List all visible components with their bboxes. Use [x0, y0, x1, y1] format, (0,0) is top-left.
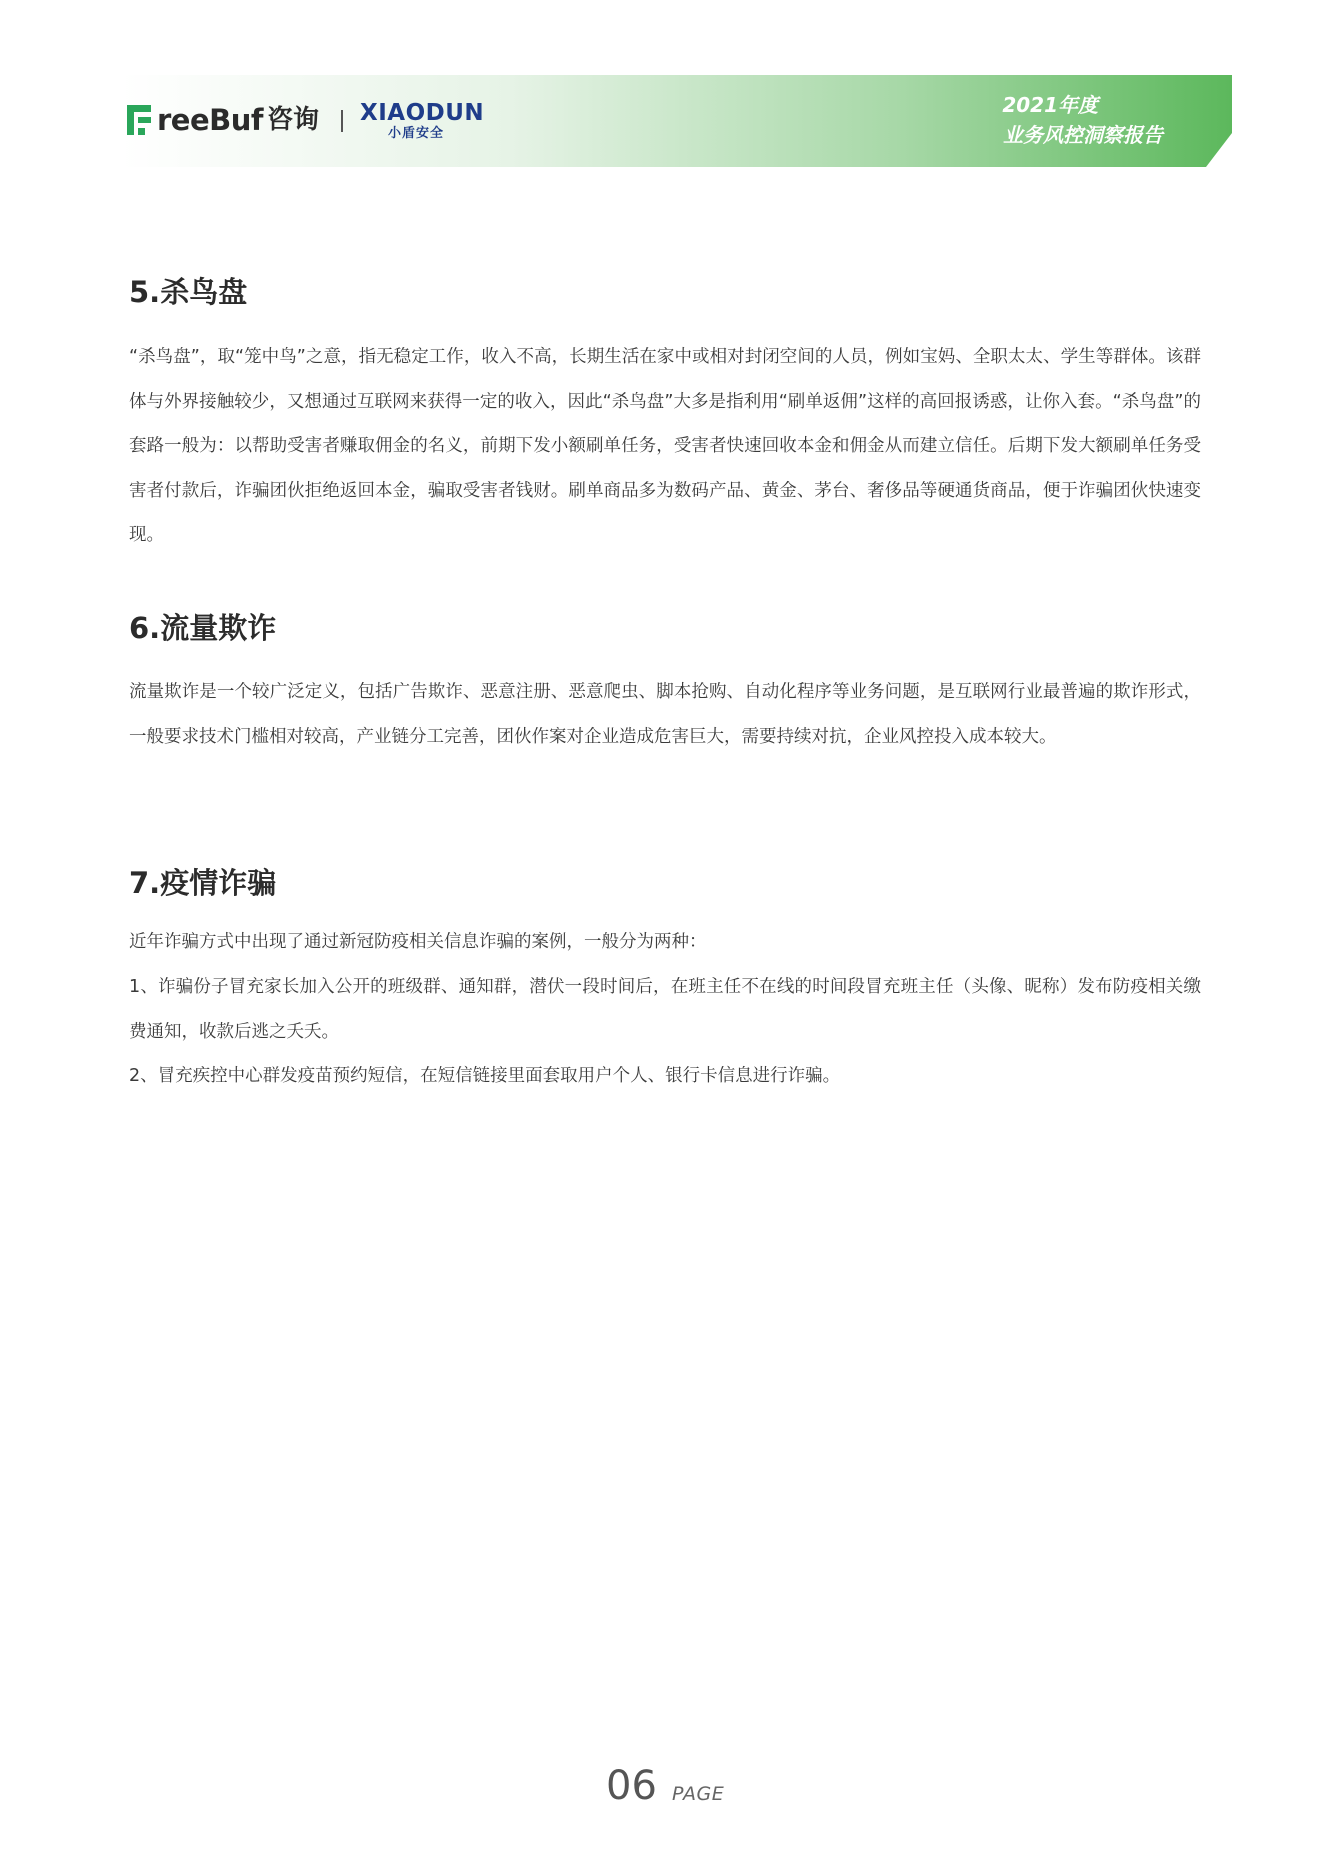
xiaodun-wordmark: XIAODUN — [360, 100, 485, 126]
section-6-paragraph: 流量欺诈是一个较广泛定义，包括广告欺诈、恶意注册、恶意爬虫、脚本抢购、自动化程序等业务问题，是互联网行业最普遍的欺诈形式，一般要求技术门槛相对较高，产业链分工完善，团伙作案对企业造成危害巨大，需要持续对抗，企业风控投入成本较大。 — [129, 682, 1201, 747]
page-number: 06 — [606, 1763, 657, 1809]
xiaodun-logo — [360, 100, 490, 144]
section-heading-6: 6.流量欺诈 — [129, 611, 277, 645]
freebuf-logo — [127, 103, 319, 137]
section-heading-5: 5.杀鸟盘 — [129, 275, 248, 309]
section-7-item-1: 1、诈骗份子冒充家长加入公开的班级群、通知群，潜伏一段时间后，在班主任不在线的时间段冒充班主任（头像、昵称）发布防疫相关缴费通知，收款后逃之夭夭。 — [129, 977, 1201, 1042]
section-heading-7: 7.疫情诈骗 — [129, 866, 277, 900]
freebuf-f-mark-icon — [127, 105, 153, 135]
report-title-block — [1002, 90, 1163, 150]
report-year: 2021年度 — [1002, 93, 1098, 117]
section-5-paragraph: “杀鸟盘”，取“笼中鸟”之意，指无稳定工作，收入不高，长期生活在家中或相对封闭空间的人员，例如宝妈、全职太太、学生等群体。该群体与外界接触较少，又想通过互联网来获得一定的收入，因此“杀鸟盘”大多是指利用“刷单返佣”这样的高回报诱惑，让你入套。“杀鸟盘”的套路一般为：以帮助受害者赚取佣金的名义，前期下发小额刷单任务，受害者快速回收本金和佣金从而建立信任。后期下发大额刷单任务受害者付款后，诈骗团伙拒绝返回本金，骗取受害者钱财。刷单商品多为数码产品、黄金、茅台、奢侈品等硬通货商品，便于诈骗团伙快速变现。 — [129, 347, 1201, 546]
page-label: PAGE — [672, 1783, 725, 1805]
xiaodun-cn-label: 小盾安全 — [388, 126, 445, 141]
report-title: 业务风控洞察报告 — [1003, 123, 1163, 147]
freebuf-wordmark: reeBuf — [157, 103, 264, 137]
section-7-intro: 近年诈骗方式中出现了通过新冠防疫相关信息诈骗的案例，一般分为两种： — [129, 932, 707, 952]
logo-divider — [341, 110, 343, 132]
freebuf-cn-label: 咨询 — [267, 105, 320, 135]
section-7-item-2: 2、冒充疾控中心群发疫苗预约短信，在短信链接里面套取用户个人、银行卡信息进行诈骗。 — [129, 1066, 841, 1086]
